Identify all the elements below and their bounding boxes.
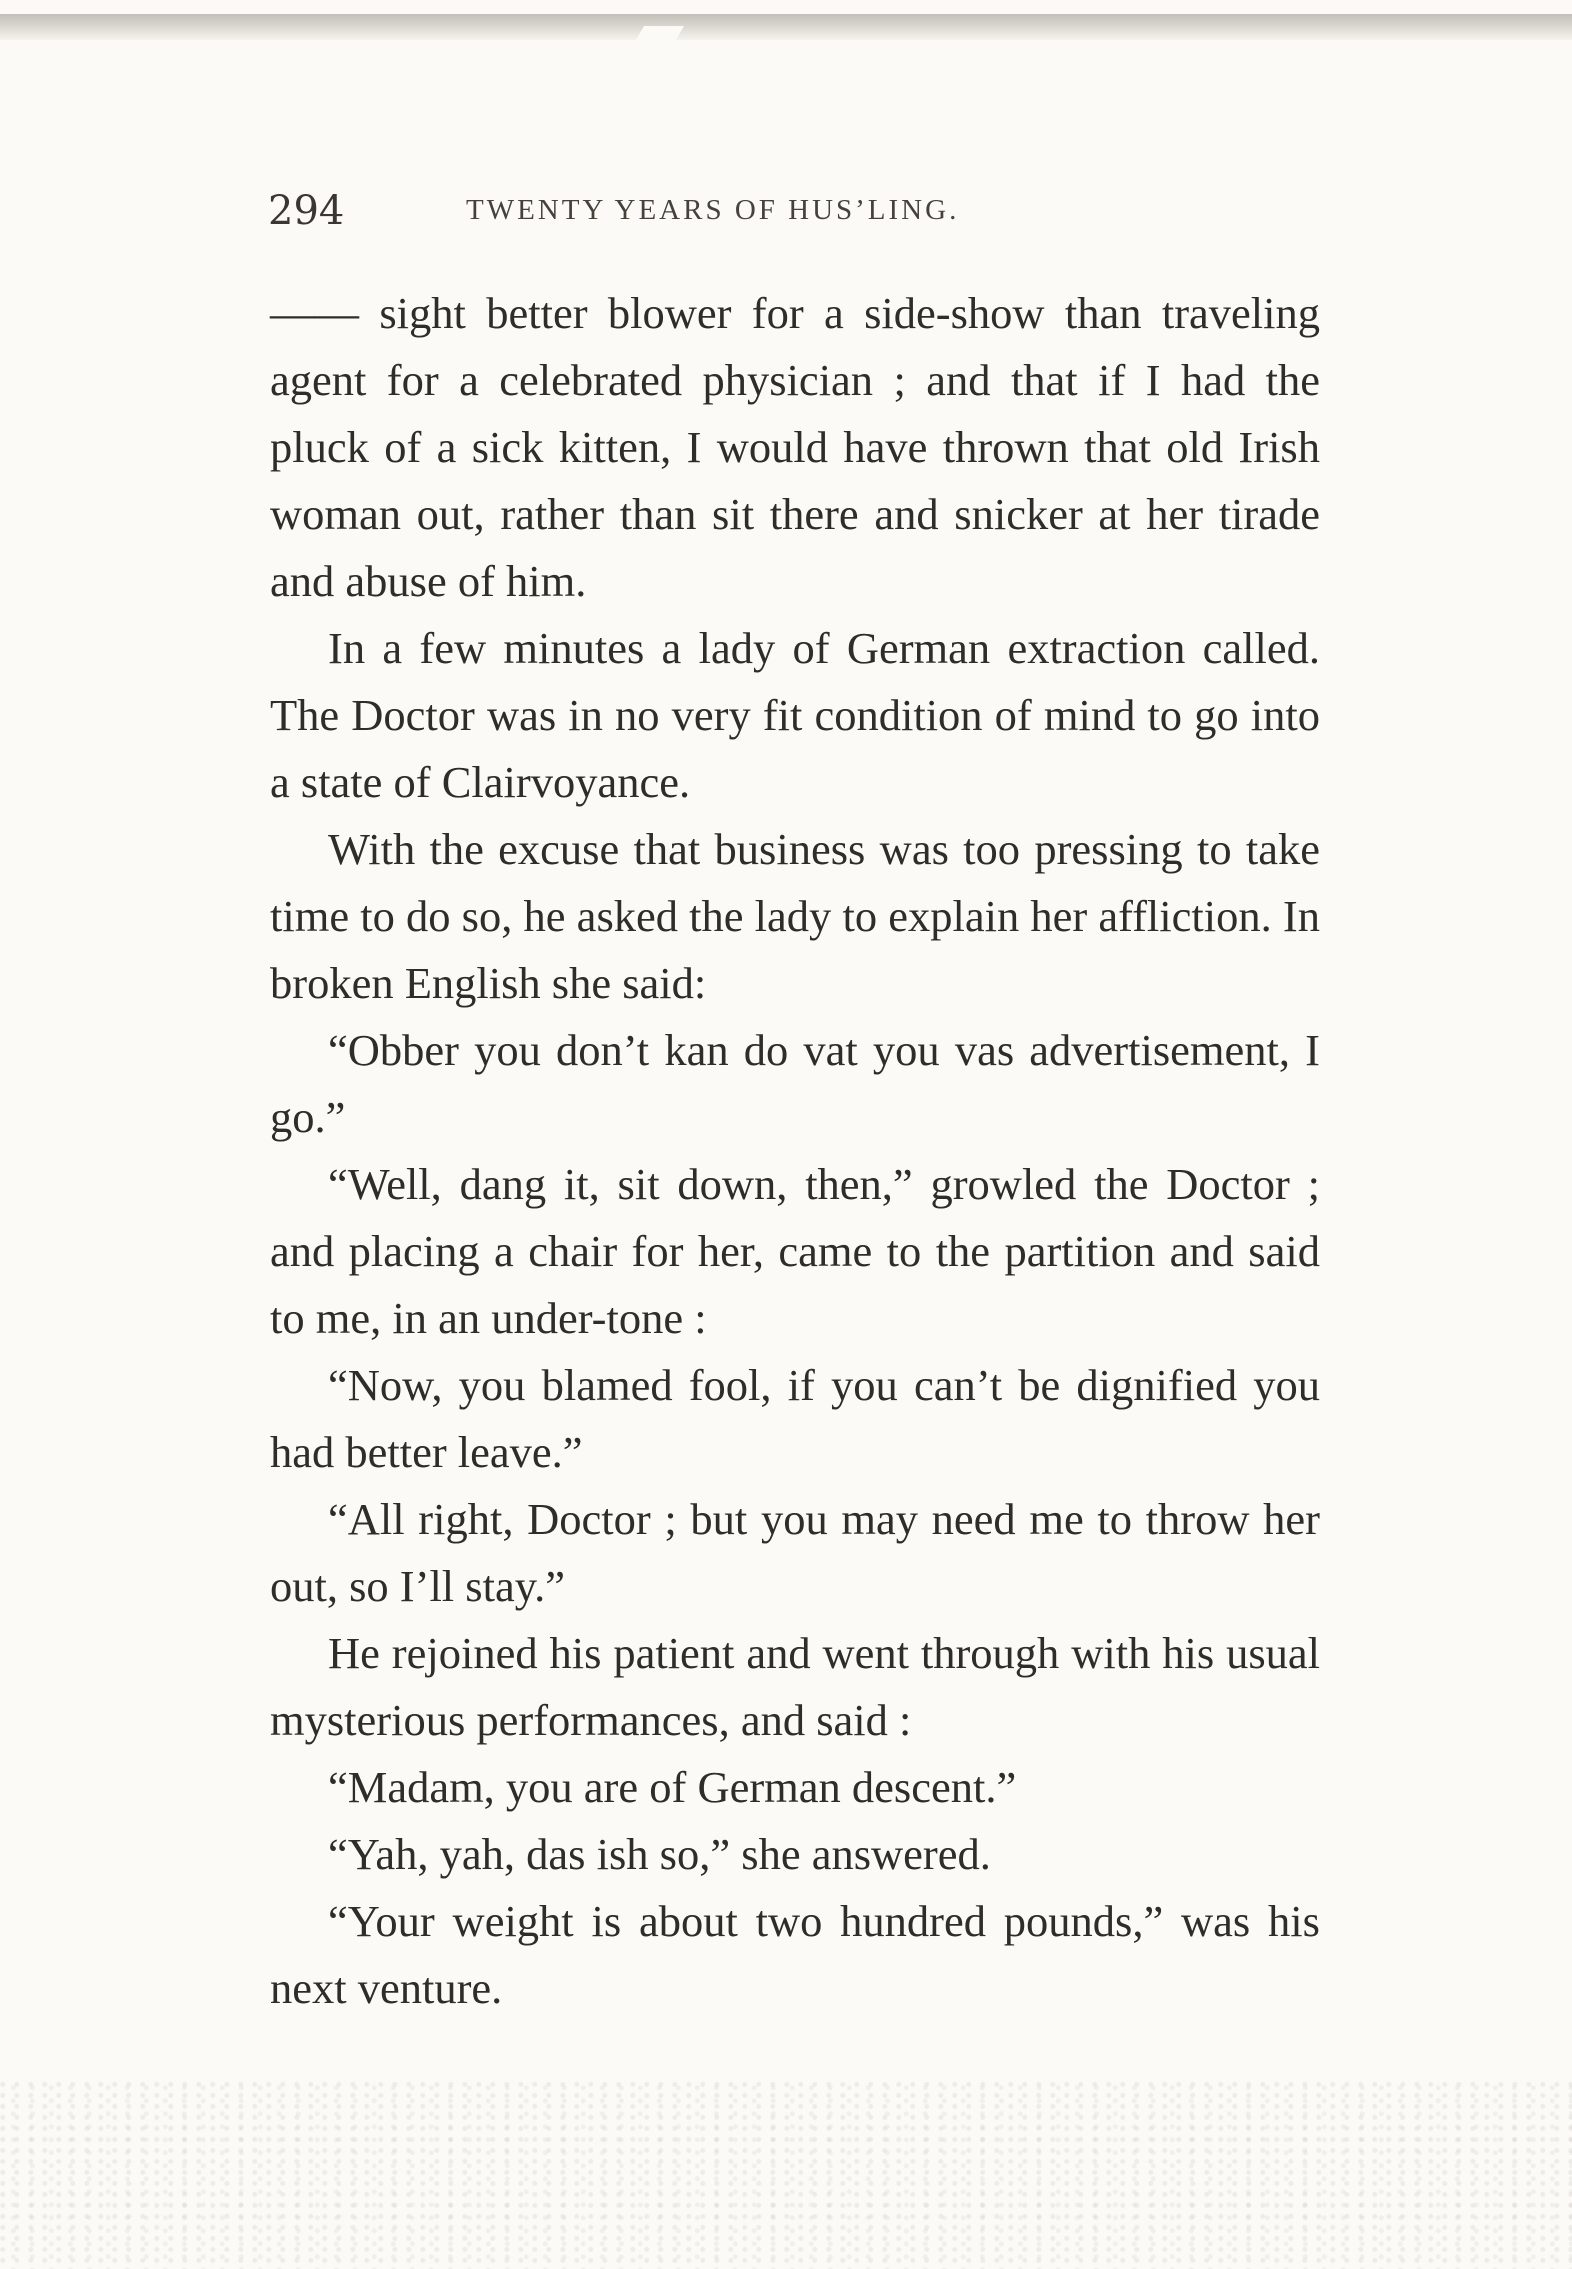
paragraph: With the excuse that business was too pressing to take time to do so, he asked the lady to explain her affliction. In broken English she said: — [270, 824, 1320, 1008]
body-text — [270, 280, 1320, 2022]
paragraph: “Now, you blamed fool, if you can’t be dignified you had better leave.” — [270, 1360, 1320, 1477]
paragraph: “All right, Doctor ; but you may need me to throw her out, so I’ll stay.” — [270, 1494, 1320, 1611]
running-title: TWENTY YEARS OF HUS’LING. — [466, 194, 960, 226]
page-edge-notch — [636, 26, 684, 40]
paragraph: “Your weight is about two hundred pounds,” was his next venture. — [270, 1896, 1320, 2013]
paragraph: In a few minutes a lady of German extraction called. The Doctor was in no very fit condition of mind to go into a state of Clairvoyance. — [270, 623, 1320, 807]
paragraph: “Well, dang it, sit down, then,” growled the Doctor ; and placing a chair for her, came to the partition and said to me, in an under-tone : — [270, 1159, 1320, 1343]
paragraph: “Obber you don’t kan do vat you vas advertisement, I go.” — [270, 1025, 1320, 1142]
paragraph: —— sight better blower for a side-show than traveling agent for a celebrated physician ; and that if I had the pluck of a sick kitten, I would have thrown that old Irish woman out, rather than sit there and snicker at her tirade and abuse of him. — [270, 288, 1320, 606]
paragraph: “Madam, you are of German descent.” — [328, 1762, 1017, 1812]
running-head — [268, 188, 1368, 248]
paragraph: “Yah, yah, das ish so,” she answered. — [328, 1829, 991, 1879]
paragraph: He rejoined his patient and went through with his usual mysterious performances, and said : — [270, 1628, 1320, 1745]
paper-speckle — [0, 2080, 1572, 2269]
page-top-edge — [0, 14, 1572, 40]
page-number: 294 — [268, 188, 345, 234]
